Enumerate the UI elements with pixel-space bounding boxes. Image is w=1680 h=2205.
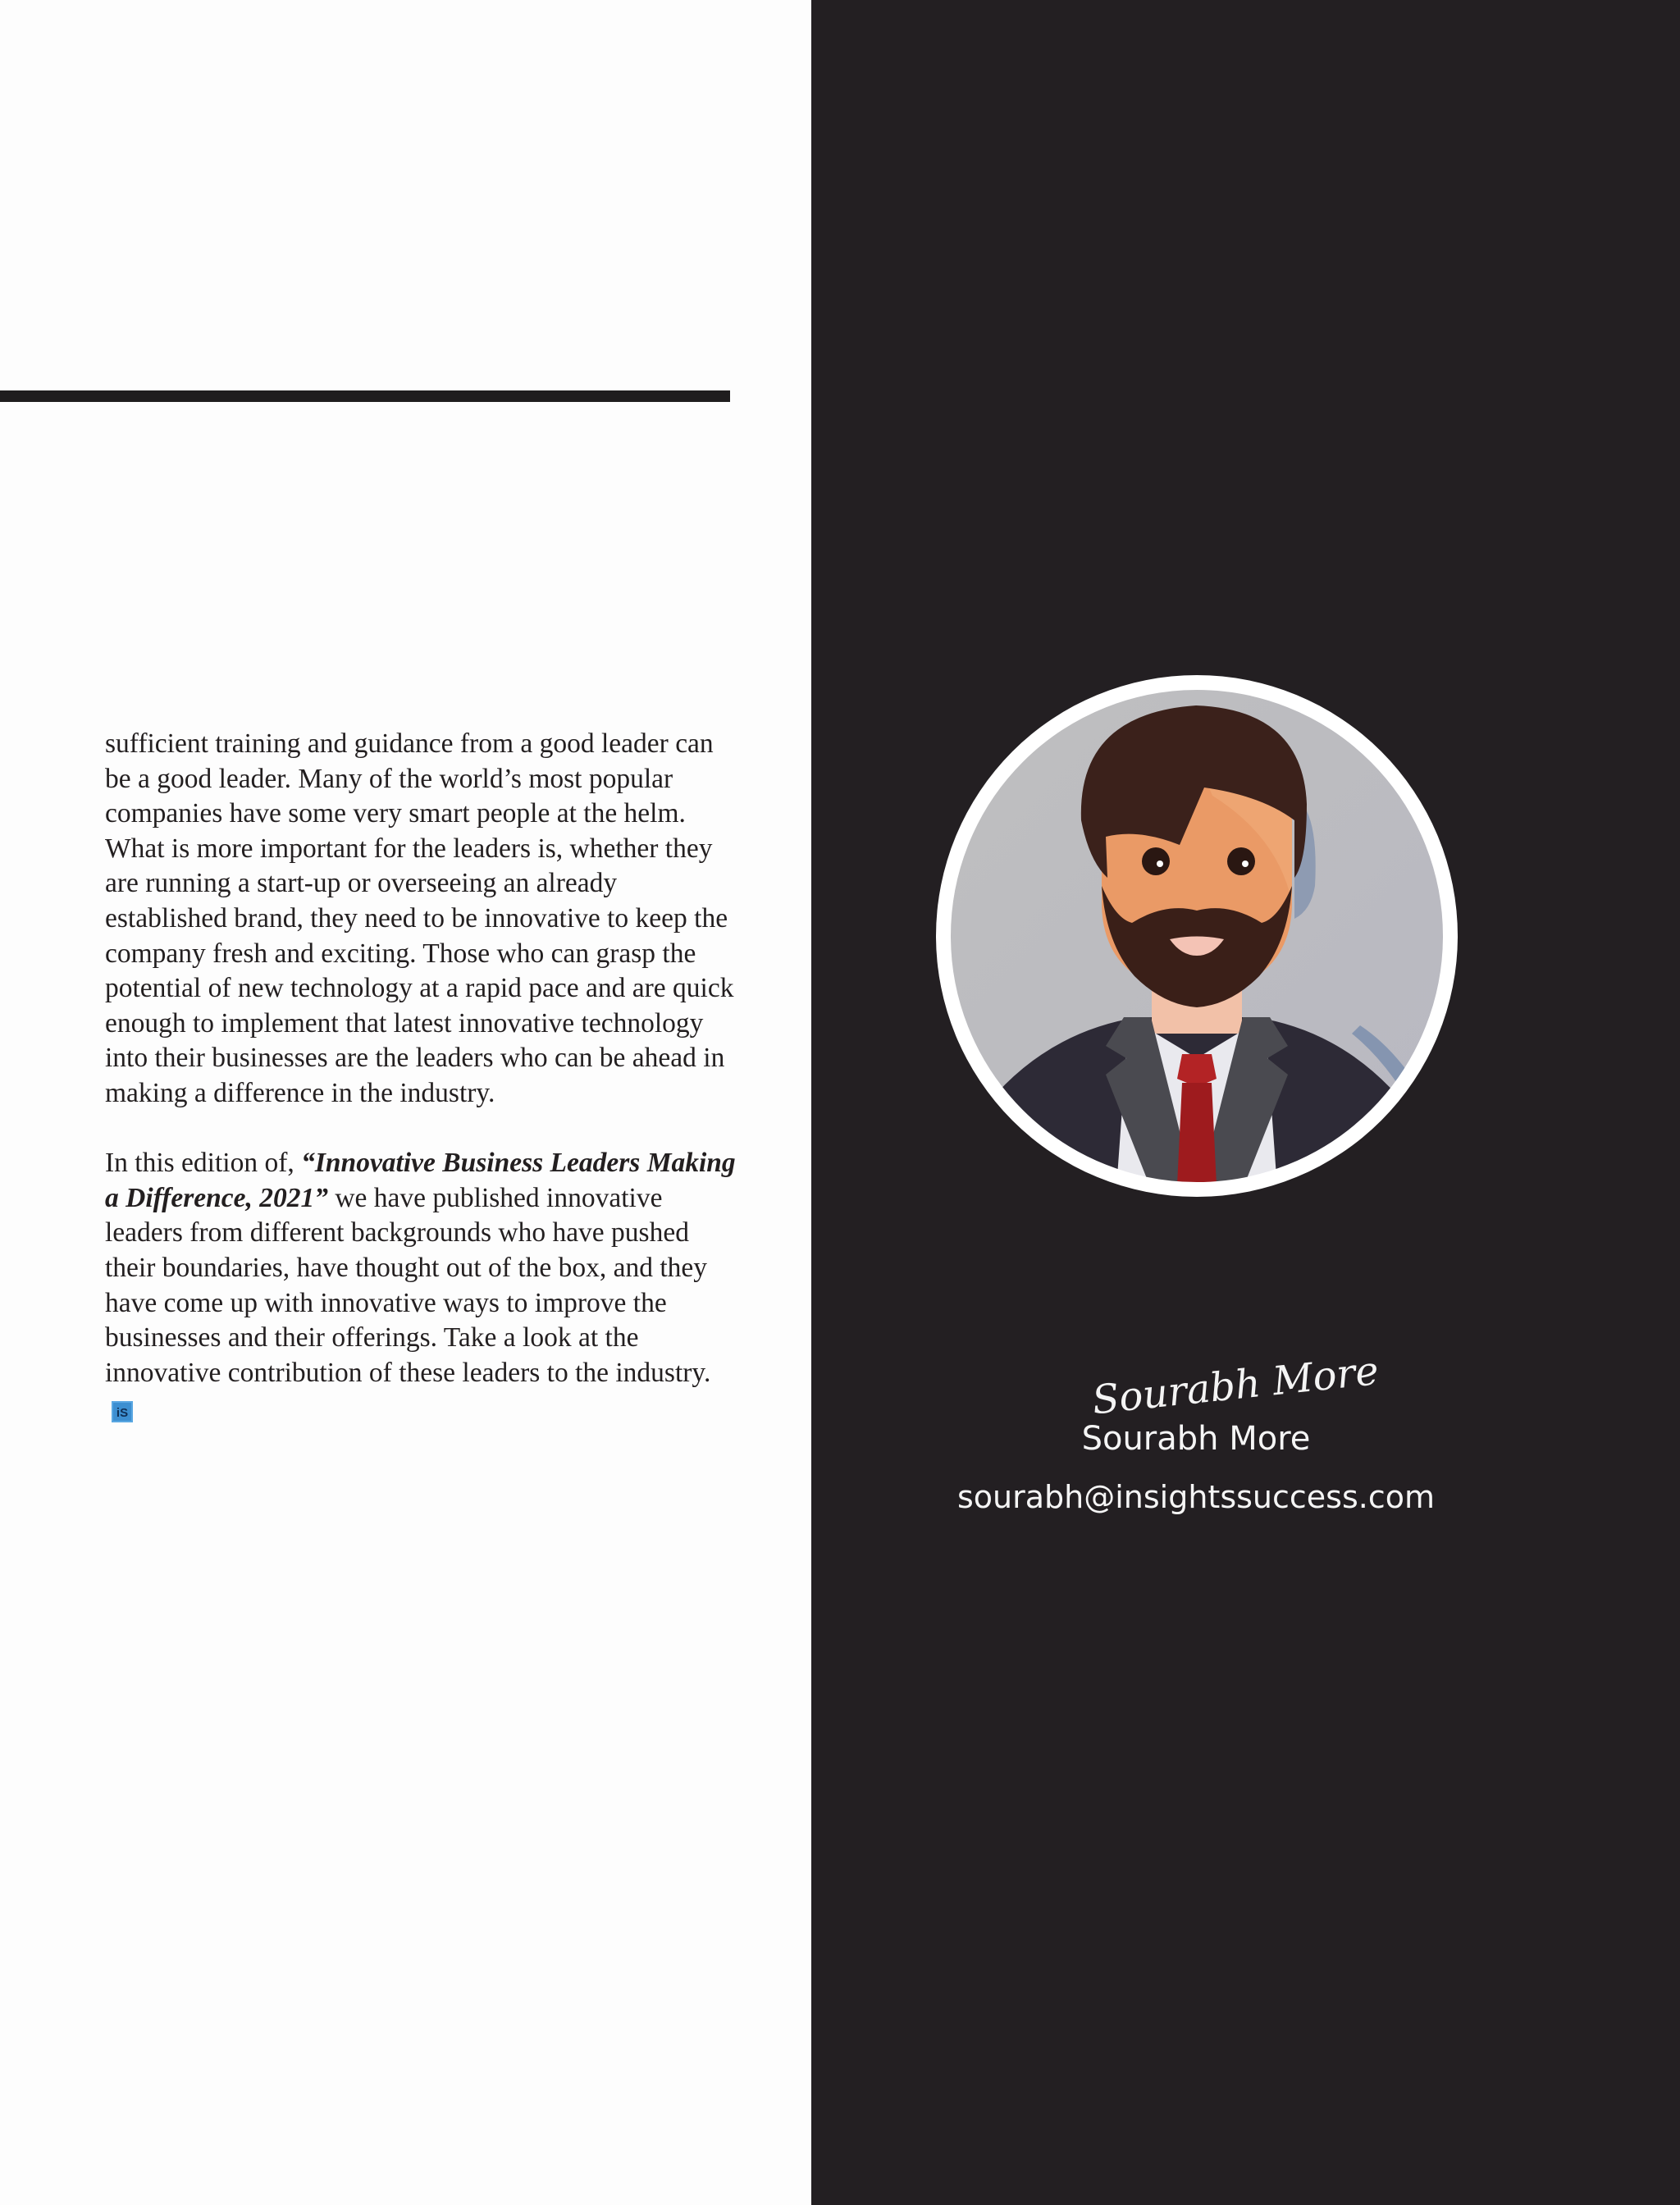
paragraph-2-lead: In this edition of, — [105, 1148, 302, 1179]
svg-text:Sourabh More: Sourabh More — [1089, 1348, 1381, 1424]
author-signature — [1083, 1345, 1381, 1424]
article-paragraph-1: sufficient training and guidance from a good leader can be a good leader. Many of the world’s most popular companies have some very smart people at the helm. What is more important for the leaders is, whether they are running a start-up or overseeing an already established brand, they need to be innovative to keep the company fresh and exciting. Those who can grasp the potential of new technology at a rapid pace and are quick enough to implement that latest innovative technology into their businesses are the leaders who can be ahead in making a difference in the industry. — [105, 728, 734, 1108]
author-name: Sourabh More — [1081, 1420, 1311, 1458]
paragraph-2-rest: we have published innovative leaders from different backgrounds who have pushed their boundaries, have thought out of the box, and they have come up with innovative ways to improve the businesses and their offerings. Take a look at the innovative contribution of these leaders to the industry. — [105, 1182, 711, 1388]
article-body — [105, 727, 737, 1426]
article-end-mark-icon: iS — [112, 1401, 133, 1422]
edition-title: “Innovative Business Leaders Making a Difference, 2021” — [105, 1148, 736, 1213]
left-column — [0, 0, 811, 2205]
bearded-man-avatar-icon — [934, 673, 1460, 1199]
article-paragraph-2 — [105, 1146, 737, 1426]
section-divider-bar — [0, 390, 730, 402]
author-email-link[interactable]: sourabh@insightssuccess.com — [956, 1479, 1436, 1515]
